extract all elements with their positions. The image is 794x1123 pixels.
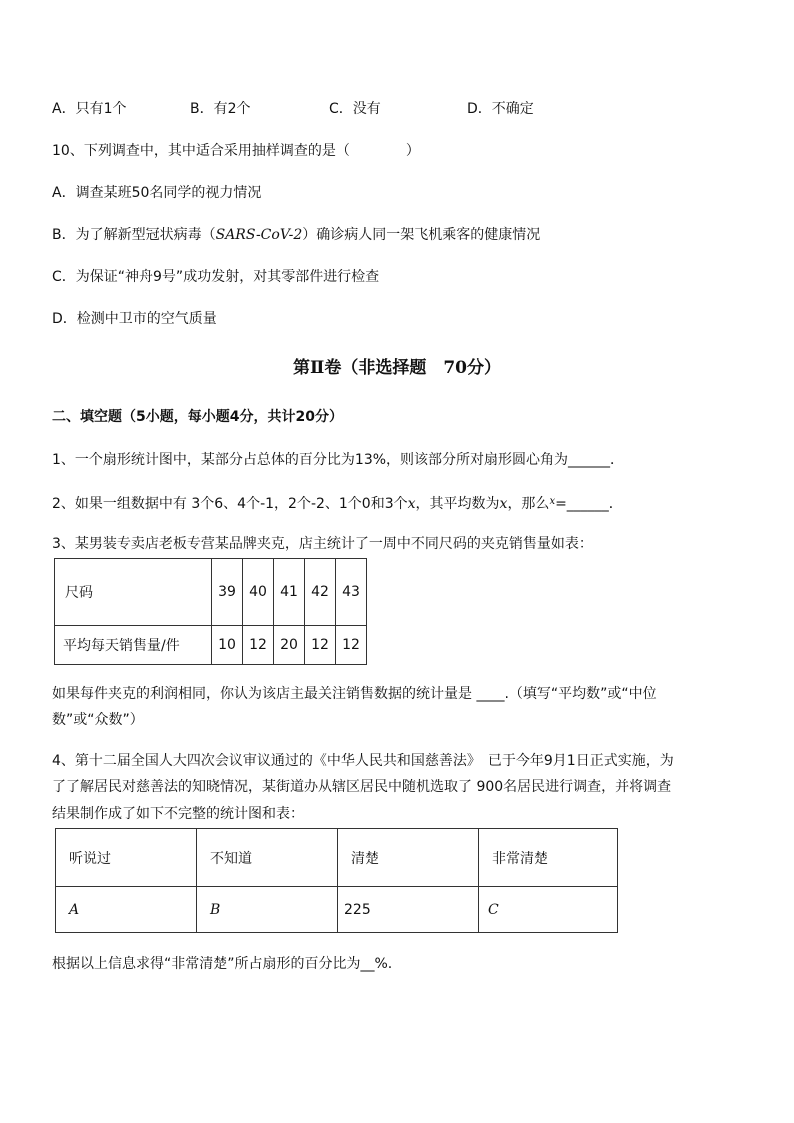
sales-cell: 12 bbox=[305, 626, 336, 665]
q10-stem: 10、下列调查中，其中适合采用抽样调查的是（ ） bbox=[52, 143, 420, 159]
size-cell: 40 bbox=[243, 559, 274, 626]
size-row-label: 尺码 bbox=[55, 559, 212, 626]
header-very-clear: 非常清楚 bbox=[479, 829, 618, 887]
q9-option-d: D．不确定 bbox=[467, 101, 534, 117]
survey-table bbox=[55, 828, 618, 933]
fill4-line3: 结果制作成了如下不完整的统计图和表： bbox=[52, 806, 304, 822]
size-cell: 43 bbox=[336, 559, 367, 626]
q10-option-a: A．调查某班50名同学的视力情况 bbox=[52, 185, 262, 201]
value-a: A bbox=[56, 887, 197, 933]
q10-option-b-pre: B．为了解新型冠状病毒（ bbox=[52, 227, 216, 243]
q10-option-b-post: ）确诊病人同一架飞机乘客的健康情况 bbox=[302, 227, 541, 243]
fill3-tail-line1: 如果每件夹克的利润相同，你认为该店主最关注销售数据的统计量是 ____.（填写“平均数”或“中位 bbox=[52, 686, 657, 702]
q10-option-c: C．为保证“神舟9号”成功发射，对其零部件进行检查 bbox=[52, 269, 380, 285]
fill2-mid: ，其平均数为 bbox=[415, 496, 500, 512]
sales-cell: 20 bbox=[274, 626, 305, 665]
fill-question-2 bbox=[52, 492, 623, 514]
virus-name: SARS-CoV-2 bbox=[215, 227, 303, 243]
sales-cell: 12 bbox=[336, 626, 367, 665]
var-x-mean: x bbox=[549, 496, 556, 507]
size-cell: 39 bbox=[212, 559, 243, 626]
q9-option-c: C．没有 bbox=[329, 101, 381, 117]
fill2-post: =______． bbox=[555, 496, 623, 512]
q9-option-b: B．有2个 bbox=[190, 101, 251, 117]
sales-row-label: 平均每天销售量/件 bbox=[55, 626, 212, 665]
value-clear: 225 bbox=[338, 887, 479, 933]
section-title: 第Ⅱ卷（非选择题 70分） bbox=[293, 358, 501, 378]
fill4-line1: 4、第十二届全国人大四次会议审议通过的《中华人民共和国慈善法》 已于今年9月1日正式实施，为 bbox=[52, 753, 674, 769]
value-b: B bbox=[197, 887, 338, 933]
part2-heading: 二、填空题（5小题，每小题4分，共计20分） bbox=[52, 409, 343, 425]
q9-option-a: A．只有1个 bbox=[52, 101, 127, 117]
sales-cell: 12 bbox=[243, 626, 274, 665]
header-unknown: 不知道 bbox=[197, 829, 338, 887]
q10-option-d: D．检测中卫市的空气质量 bbox=[52, 311, 217, 327]
fill4-line2: 了了解居民对慈善法的知晓情况，某街道办从辖区居民中随机选取了 900名居民进行调查，并将调查 bbox=[52, 779, 672, 795]
var-x: x bbox=[407, 496, 416, 512]
fill3-tail-line2: 数”或“众数”） bbox=[52, 712, 144, 728]
header-heard: 听说过 bbox=[56, 829, 197, 887]
fill-question-3-stem: 3、某男装专卖店老板专营某品牌夹克，店主统计了一周中不同尺码的夹克销售量如表： bbox=[52, 536, 593, 552]
var-x: x bbox=[499, 496, 508, 512]
size-cell: 41 bbox=[274, 559, 305, 626]
size-sales-table bbox=[54, 558, 367, 665]
header-clear: 清楚 bbox=[338, 829, 479, 887]
sales-cell: 10 bbox=[212, 626, 243, 665]
value-c: C bbox=[479, 887, 618, 933]
fill-question-1: 1、一个扇形统计图中，某部分占总体的百分比为13%，则该部分所对扇形圆心角为______． bbox=[52, 452, 625, 468]
fill4-tail: 根据以上信息求得“非常清楚”所占扇形的百分比为__%. bbox=[52, 956, 393, 972]
size-cell: 42 bbox=[305, 559, 336, 626]
q10-option-b bbox=[52, 225, 540, 245]
fill2-mid2: ，那么 bbox=[507, 496, 550, 512]
fill2-pre: 2、如果一组数据中有 3个6、4个-1，2个-2、1个0和3个 bbox=[52, 496, 408, 512]
